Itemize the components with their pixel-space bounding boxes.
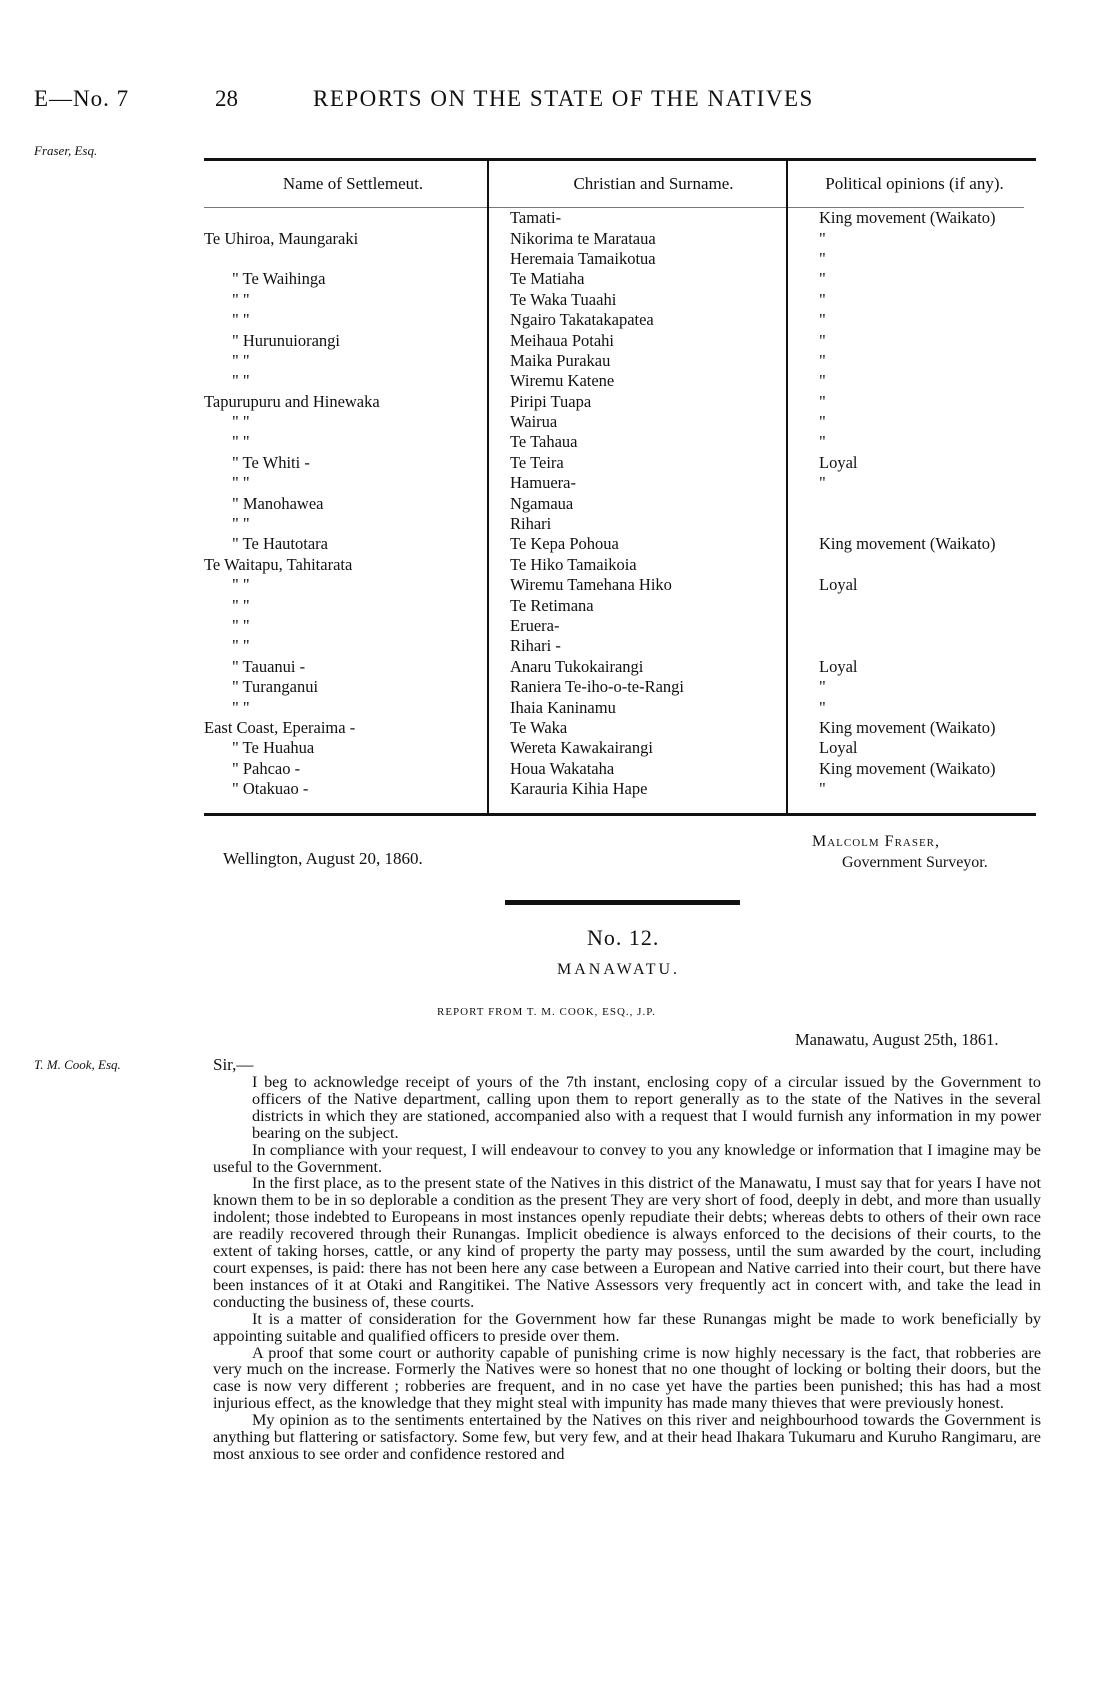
paragraph-4: It is a matter of consideration for the Government how far these Runangas might be made to work beneficially by appointing suitable and qualified officers to preside over them. bbox=[213, 1309, 1041, 1345]
settlement-cell: " " bbox=[232, 350, 250, 370]
settlement-cell: " Otakuao - bbox=[232, 779, 309, 799]
settlement-cell: East Coast, Eperaima - bbox=[204, 717, 356, 737]
name-cell: Tamati- bbox=[510, 208, 562, 228]
table-header-row bbox=[204, 160, 1024, 208]
name-cell: Ihaia Kaninamu bbox=[510, 697, 616, 717]
settlement-cell: " Te Waihinga bbox=[232, 269, 326, 289]
table-row bbox=[204, 412, 1024, 432]
settlement-cell: " " bbox=[232, 473, 250, 493]
name-cell: Wiremu Tamehana Hiko bbox=[510, 575, 672, 595]
politics-cell: " bbox=[819, 432, 826, 452]
politics-cell: King movement (Waikato) bbox=[819, 534, 996, 554]
name-cell: Rihari bbox=[510, 514, 552, 534]
settlement-cell: " Te Huahua bbox=[232, 738, 315, 758]
paragraph-6: My opinion as to the sentiments entertained by the Natives on this river and neighbourhood towards the Government is anything but flattering or satisfactory. Some few, but very few, and at their head Ihakara Tukumaru and Kuruho Rangimaru, are most anxious to see order and confidence restored and bbox=[213, 1411, 1041, 1463]
series-number: E—No. 7 bbox=[34, 86, 130, 111]
margin-note-cook: T. M. Cook, Esq. bbox=[34, 1057, 121, 1072]
politics-cell: Loyal bbox=[819, 452, 858, 472]
table-row bbox=[204, 473, 1024, 493]
politics-cell: " bbox=[819, 330, 826, 350]
page-title: REPORTS ON THE STATE OF THE NATIVES bbox=[313, 86, 814, 111]
report-number: No. 12. bbox=[587, 925, 660, 950]
settlement-cell: " " bbox=[232, 289, 250, 309]
name-cell: Te Waka Tuaahi bbox=[510, 289, 617, 309]
table-row bbox=[204, 718, 1024, 738]
table-bottom-rule bbox=[204, 813, 1036, 816]
table-row bbox=[204, 636, 1024, 656]
table-row bbox=[204, 595, 1024, 615]
settlement-cell: " " bbox=[232, 514, 250, 534]
politics-cell bbox=[805, 493, 1024, 513]
table-row bbox=[204, 228, 1024, 248]
section-divider bbox=[505, 900, 740, 905]
name-cell: Te Retimana bbox=[510, 595, 594, 615]
table-row bbox=[204, 493, 1024, 513]
politics-cell: King movement (Waikato) bbox=[819, 208, 996, 228]
table-row bbox=[204, 677, 1024, 697]
name-cell: Wiremu Katene bbox=[510, 371, 615, 391]
signature-place-date: Wellington, August 20, 1860. bbox=[223, 849, 423, 868]
settlement-cell: Te Waitapu, Tahitarata bbox=[204, 554, 353, 574]
politics-cell: King movement (Waikato) bbox=[819, 717, 996, 737]
paragraph-5: A proof that some court or authority capable of punishing crime is now highly necessary is the fact, that robberies are very much on the increase. Formerly the Natives were so honest that no one thought of locking or bolting their doors, but the case is now very different ; robberies are frequent, and in no case yet have the parties been punished; this has had a most injurious effect, as the knowledge that they might steal with impunity has made many thieves that were previously honest. bbox=[213, 1343, 1041, 1413]
politics-cell bbox=[805, 595, 1024, 615]
name-cell: Hamuera- bbox=[510, 473, 576, 493]
table-row bbox=[204, 616, 1024, 636]
politics-cell bbox=[805, 616, 1024, 636]
table-row bbox=[204, 555, 1024, 575]
report-from: REPORT FROM T. M. COOK, ESQ., J.P. bbox=[437, 1006, 656, 1018]
settlement-cell: " " bbox=[232, 595, 250, 615]
header-settlement: Name of Settlemeut. bbox=[282, 174, 424, 193]
table-row bbox=[204, 779, 1024, 799]
name-cell: Raniera Te-iho-o-te-Rangi bbox=[510, 677, 685, 697]
settlement-cell: " Te Hautotara bbox=[232, 534, 328, 554]
table-row bbox=[204, 575, 1024, 595]
settlement-cell: " Turanganui bbox=[232, 677, 319, 697]
table-row bbox=[204, 759, 1024, 779]
settlement-cell: " " bbox=[232, 697, 250, 717]
name-cell: Wairua bbox=[510, 412, 558, 432]
table-row bbox=[204, 514, 1024, 534]
table-row bbox=[204, 330, 1024, 350]
settlement-cell: " Pahcao - bbox=[232, 758, 301, 778]
settlement-cell: " Manohawea bbox=[232, 493, 324, 513]
paragraph-3: In the first place, as to the present state of the Natives in this district of the Manawatu, I must say that for years I have not known them to be in so deplorable a condition as the present They are very short of food, deeply in debt, and more than usually indolent; those indebted to Europeans in most instances openly repudiate their debts; whereas debts to others of their own race are readily recovered through their Runangas. Implicit obedience is always enforced to the decisions of their courts, to the extent of taking horses, cattle, or any kind of property the party may possess, until the sum awarded by the court, including court expenses, is paid: there has not been here any case between a European and Native carried into their court, but there have been instances of it at Otaki and Rangitikei. The Native Assessors very frequently act in concert with, and take the lead in conducting the business of, these courts. bbox=[213, 1174, 1041, 1311]
settlement-cell: " " bbox=[232, 412, 250, 432]
signature-title: Government Surveyor. bbox=[842, 854, 988, 871]
politics-cell: " bbox=[819, 779, 826, 799]
politics-cell: " bbox=[819, 228, 826, 248]
settlement-cell: " " bbox=[232, 616, 250, 635]
politics-cell: " bbox=[819, 473, 826, 493]
settlement-cell: " " bbox=[232, 371, 250, 391]
table-row bbox=[204, 310, 1024, 330]
settlement-cell: " " bbox=[232, 636, 250, 656]
politics-cell: King movement (Waikato) bbox=[819, 758, 996, 778]
name-cell: Te Kepa Pohoua bbox=[510, 534, 619, 554]
name-cell: Eruera- bbox=[510, 616, 560, 635]
table-row bbox=[204, 453, 1024, 473]
politics-cell: " bbox=[819, 371, 826, 391]
name-cell: Te Teira bbox=[510, 452, 564, 472]
name-cell: Rihari - bbox=[510, 636, 561, 656]
politics-cell bbox=[805, 636, 1024, 656]
name-cell: Te Tahaua bbox=[510, 432, 578, 452]
table-row bbox=[204, 269, 1024, 289]
politics-cell: Loyal bbox=[819, 656, 858, 676]
table-body bbox=[204, 208, 1024, 799]
name-cell: Ngairo Takatakapatea bbox=[510, 310, 654, 330]
paragraph-2: In compliance with your request, I will endeavour to convey to you any knowledge or information that I imagine may be useful to the Government. bbox=[213, 1140, 1041, 1176]
name-cell: Te Hiko Tamaikoia bbox=[510, 554, 637, 574]
settlement-cell: " " bbox=[232, 575, 250, 595]
politics-cell bbox=[805, 555, 1024, 575]
table-row bbox=[204, 534, 1024, 554]
table-row bbox=[204, 657, 1024, 677]
table-row bbox=[204, 249, 1024, 269]
politics-cell bbox=[805, 514, 1024, 534]
settlement-cell: Tapurupuru and Hinewaka bbox=[204, 391, 380, 411]
name-cell: Heremaia Tamaikotua bbox=[510, 248, 656, 268]
report-place: MANAWATU. bbox=[557, 961, 681, 978]
settlement-cell: " " bbox=[232, 432, 250, 452]
name-cell: Ngamaua bbox=[510, 493, 574, 513]
name-cell: Te Matiaha bbox=[510, 269, 585, 289]
natives-table bbox=[204, 160, 1024, 799]
name-cell: Houa Wakataha bbox=[510, 758, 615, 778]
report-body bbox=[213, 1074, 1041, 1463]
politics-cell: " bbox=[819, 697, 826, 717]
politics-cell: " bbox=[819, 412, 826, 432]
politics-cell: " bbox=[819, 248, 826, 268]
politics-cell: Loyal bbox=[819, 575, 858, 595]
salutation: Sir,— bbox=[213, 1055, 254, 1074]
politics-cell: Loyal bbox=[819, 738, 858, 758]
name-cell: Karauria Kihia Hape bbox=[510, 779, 648, 799]
settlement-cell: " " bbox=[232, 310, 250, 330]
politics-cell: " bbox=[819, 391, 826, 411]
table-row bbox=[204, 432, 1024, 452]
settlement-cell: " Hurunuiorangi bbox=[232, 330, 341, 350]
header-name: Christian and Surname. bbox=[573, 174, 734, 193]
paragraph-1: I beg to acknowledge receipt of yours of the 7th instant, enclosing copy of a circular issued by the Government to officers of the Native department, calling upon them to report generally as to the state of the Natives in the several districts in which they are stationed, accompanied also with a request that I would furnish any information in my power bearing on the subject. bbox=[252, 1073, 1041, 1142]
name-cell: Wereta Kawakairangi bbox=[510, 738, 653, 758]
table-row bbox=[204, 392, 1024, 412]
name-cell: Anaru Tukokairangi bbox=[510, 656, 644, 676]
settlement-cell: " Tauanui - bbox=[232, 656, 306, 676]
table-row bbox=[204, 738, 1024, 758]
politics-cell: " bbox=[819, 310, 826, 330]
name-cell: Te Waka bbox=[510, 717, 568, 737]
table-row bbox=[204, 208, 1024, 228]
table-row bbox=[204, 697, 1024, 717]
name-cell: Maika Purakau bbox=[510, 350, 611, 370]
report-date: Manawatu, August 25th, 1861. bbox=[795, 1030, 999, 1049]
settlement-cell: " Te Whiti - bbox=[232, 452, 310, 472]
settlement-cell: Te Uhiroa, Maungaraki bbox=[204, 228, 359, 248]
name-cell: Meihaua Potahi bbox=[510, 330, 615, 350]
politics-cell: " bbox=[819, 269, 826, 289]
table-row bbox=[204, 290, 1024, 310]
settlement-cell bbox=[204, 208, 502, 228]
header-politics: Political opinions (if any). bbox=[825, 174, 1004, 193]
name-cell: Nikorima te Marataua bbox=[510, 228, 656, 248]
margin-note-fraser: Fraser, Esq. bbox=[34, 143, 98, 158]
politics-cell: " bbox=[819, 350, 826, 370]
politics-cell: " bbox=[819, 677, 826, 697]
table-row bbox=[204, 351, 1024, 371]
page-number: 28 bbox=[215, 86, 238, 111]
name-cell: Piripi Tuapa bbox=[510, 391, 592, 411]
signature-name: Malcolm Fraser, bbox=[812, 833, 941, 850]
politics-cell: " bbox=[819, 289, 826, 309]
settlement-cell bbox=[204, 249, 502, 269]
table-row bbox=[204, 371, 1024, 391]
